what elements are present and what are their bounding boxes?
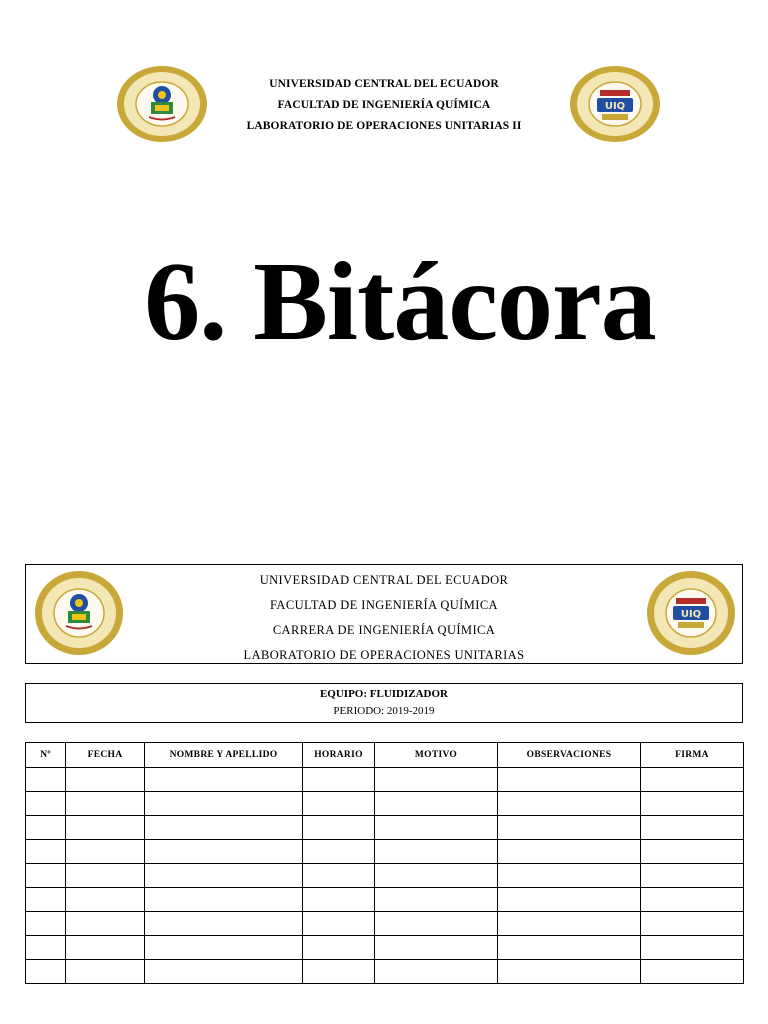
log-table-body: [26, 768, 744, 984]
table-cell[interactable]: [26, 792, 66, 816]
col-reason: MOTIVO: [375, 743, 498, 768]
table-cell[interactable]: [66, 816, 145, 840]
table-cell[interactable]: [26, 816, 66, 840]
table-cell[interactable]: [303, 768, 375, 792]
table-cell[interactable]: [375, 768, 498, 792]
table-row: [26, 768, 744, 792]
col-schedule: HORARIO: [303, 743, 375, 768]
table-cell[interactable]: [145, 768, 303, 792]
table-cell[interactable]: [498, 816, 641, 840]
table-cell[interactable]: [303, 888, 375, 912]
document-header: [200, 74, 568, 137]
table-cell[interactable]: [303, 936, 375, 960]
table-row: [26, 936, 744, 960]
col-observations: OBSERVACIONES: [498, 743, 641, 768]
table-cell[interactable]: [641, 840, 744, 864]
table-cell[interactable]: [66, 864, 145, 888]
table-cell[interactable]: [375, 864, 498, 888]
box-university: UNIVERSIDAD CENTRAL DEL ECUADOR: [259, 573, 509, 587]
table-cell[interactable]: [498, 864, 641, 888]
period-label: PERIODO: 2019-2019: [333, 705, 435, 717]
table-cell[interactable]: [66, 960, 145, 984]
table-cell[interactable]: [66, 912, 145, 936]
table-cell[interactable]: [66, 840, 145, 864]
table-cell[interactable]: [375, 792, 498, 816]
fiq-seal-box-icon: [646, 569, 736, 657]
equipment-label: EQUIPO: FLUIDIZADOR: [319, 688, 449, 700]
uce-seal-box-icon: [34, 569, 124, 657]
table-cell[interactable]: [375, 936, 498, 960]
table-cell[interactable]: [26, 864, 66, 888]
table-row: [26, 864, 744, 888]
table-cell[interactable]: [641, 936, 744, 960]
table-cell[interactable]: [641, 888, 744, 912]
table-row: [26, 912, 744, 936]
col-name: NOMBRE Y APELLIDO: [145, 743, 303, 768]
table-cell[interactable]: [303, 792, 375, 816]
table-cell[interactable]: [66, 768, 145, 792]
table-cell[interactable]: [303, 840, 375, 864]
table-cell[interactable]: [66, 792, 145, 816]
table-cell[interactable]: [303, 960, 375, 984]
header-university: UNIVERSIDAD CENTRAL DEL ECUADOR: [269, 78, 499, 90]
table-cell[interactable]: [145, 888, 303, 912]
table-cell[interactable]: [498, 792, 641, 816]
table-cell[interactable]: [26, 888, 66, 912]
log-table: [25, 742, 744, 984]
table-cell[interactable]: [145, 936, 303, 960]
table-row: [26, 888, 744, 912]
fiq-seal-box-mark: UIQ: [680, 609, 702, 620]
table-row: [26, 792, 744, 816]
table-cell[interactable]: [641, 816, 744, 840]
table-cell[interactable]: [375, 888, 498, 912]
table-cell[interactable]: [498, 840, 641, 864]
table-cell[interactable]: [145, 912, 303, 936]
table-cell[interactable]: [498, 936, 641, 960]
table-cell[interactable]: [375, 816, 498, 840]
table-cell[interactable]: [145, 960, 303, 984]
table-cell[interactable]: [303, 912, 375, 936]
table-cell[interactable]: [375, 960, 498, 984]
table-header-row: [26, 743, 744, 768]
table-cell[interactable]: [145, 816, 303, 840]
table-cell[interactable]: [641, 792, 744, 816]
table-cell[interactable]: [641, 864, 744, 888]
table-cell[interactable]: [375, 912, 498, 936]
table-cell[interactable]: [641, 960, 744, 984]
box-lab: LABORATORIO DE OPERACIONES UNITARIAS: [243, 648, 525, 662]
table-cell[interactable]: [145, 840, 303, 864]
table-cell[interactable]: [26, 960, 66, 984]
table-cell[interactable]: [641, 768, 744, 792]
fiq-seal-top-icon: [568, 64, 662, 144]
header-lab: LABORATORIO DE OPERACIONES UNITARIAS II: [246, 120, 522, 132]
page-title: 6. Bitácora: [144, 240, 656, 364]
table-cell[interactable]: [145, 792, 303, 816]
table-cell[interactable]: [498, 888, 641, 912]
table-cell[interactable]: [145, 864, 303, 888]
equipment-box: [25, 683, 743, 723]
col-signature: FIRMA: [641, 743, 744, 768]
table-cell[interactable]: [26, 768, 66, 792]
log-header-box: [25, 564, 743, 664]
table-cell[interactable]: [66, 888, 145, 912]
table-cell[interactable]: [375, 840, 498, 864]
table-cell[interactable]: [26, 912, 66, 936]
table-row: [26, 960, 744, 984]
col-number: Nº: [26, 743, 66, 768]
box-faculty: FACULTAD DE INGENIERÍA QUÍMICA: [269, 598, 498, 612]
table-cell[interactable]: [498, 960, 641, 984]
box-career: CARRERA DE INGENIERÍA QUÍMICA: [272, 623, 496, 637]
table-cell[interactable]: [498, 912, 641, 936]
table-cell[interactable]: [26, 936, 66, 960]
uce-seal-top-icon: [115, 64, 209, 144]
table-cell[interactable]: [641, 912, 744, 936]
fiq-seal-mark: UIQ: [604, 101, 626, 112]
col-date: FECHA: [66, 743, 145, 768]
table-row: [26, 840, 744, 864]
header-faculty: FACULTAD DE INGENIERÍA QUÍMICA: [277, 99, 491, 111]
table-cell[interactable]: [303, 816, 375, 840]
table-cell[interactable]: [26, 840, 66, 864]
table-cell[interactable]: [303, 864, 375, 888]
table-row: [26, 816, 744, 840]
table-cell[interactable]: [66, 936, 145, 960]
table-cell[interactable]: [498, 768, 641, 792]
